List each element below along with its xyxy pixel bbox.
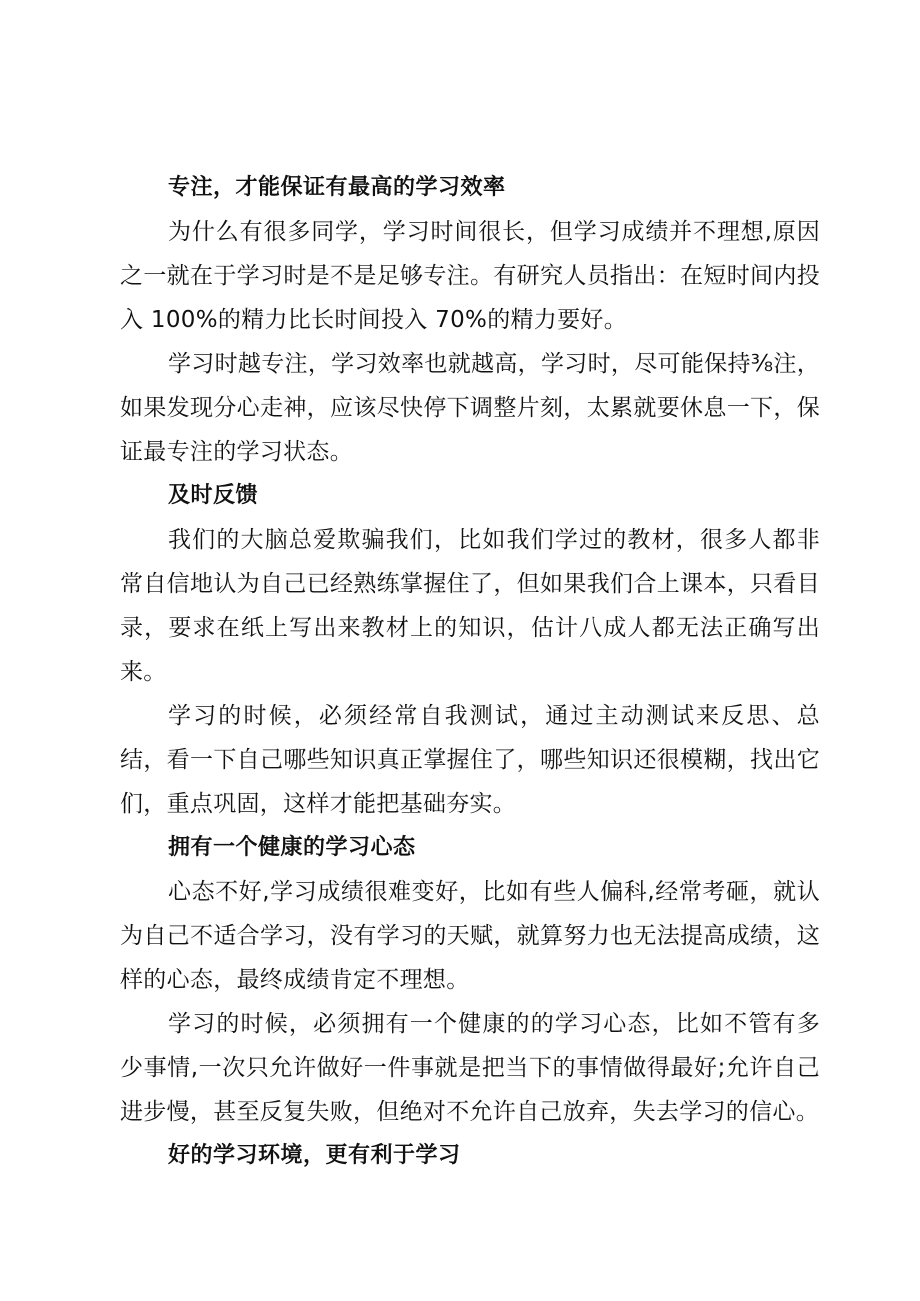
section-heading-mindset: 拥有一个健康的学习心态 bbox=[168, 835, 416, 860]
document-body bbox=[120, 166, 820, 1178]
paragraph: 学习的时候，必须经常自我测试，通过主动测试来反思、总结，看一下自己哪些知识真正掌握住了，哪些知识还很模糊，找出它们，重点巩固，这样才能把基础夯实。 bbox=[120, 703, 820, 817]
section-heading-feedback: 及时反馈 bbox=[168, 483, 259, 508]
paragraph: 心态不好,学习成绩很难变好，比如有些人偏科,经常考砸，就认为自己不适合学习，没有学习的天赋，就算努力也无法提高成绩，这样的心态，最终成绩肯定不理想。 bbox=[120, 879, 820, 993]
paragraph: 我们的大脑总爱欺骗我们，比如我们学过的教材，很多人都非常自信地认为自己已经熟练掌握住了，但如果我们合上课本，只看目录，要求在纸上写出来教材上的知识，估计八成人都无法正确写出来。 bbox=[120, 527, 820, 685]
section-heading-focus: 专注，才能保证有最高的学习效率 bbox=[168, 175, 506, 200]
paragraph: 学习的时候，必须拥有一个健康的的学习心态，比如不管有多少事情,一次只允许做好一件事就是把当下的事情做得最好;允许自己进步慢，甚至反复失败，但绝对不允许自己放弃，失去学习的信心。 bbox=[120, 1011, 820, 1125]
paragraph: 为什么有很多同学，学习时间很长，但学习成绩并不理想,原因之一就在于学习时是不是足够专注。有研究人员指出：在短时间内投入 100%的精力比长时间投入 70%的精力要好。 bbox=[120, 219, 820, 333]
section-heading-environment: 好的学习环境，更有利于学习 bbox=[168, 1143, 461, 1168]
paragraph: 学习时越专注，学习效率也就越高，学习时，尽可能保持⅜注，如果发现分心走神，应该尽快停下调整片刻，太累就要休息一下，保证最专注的学习状态。 bbox=[120, 351, 820, 465]
